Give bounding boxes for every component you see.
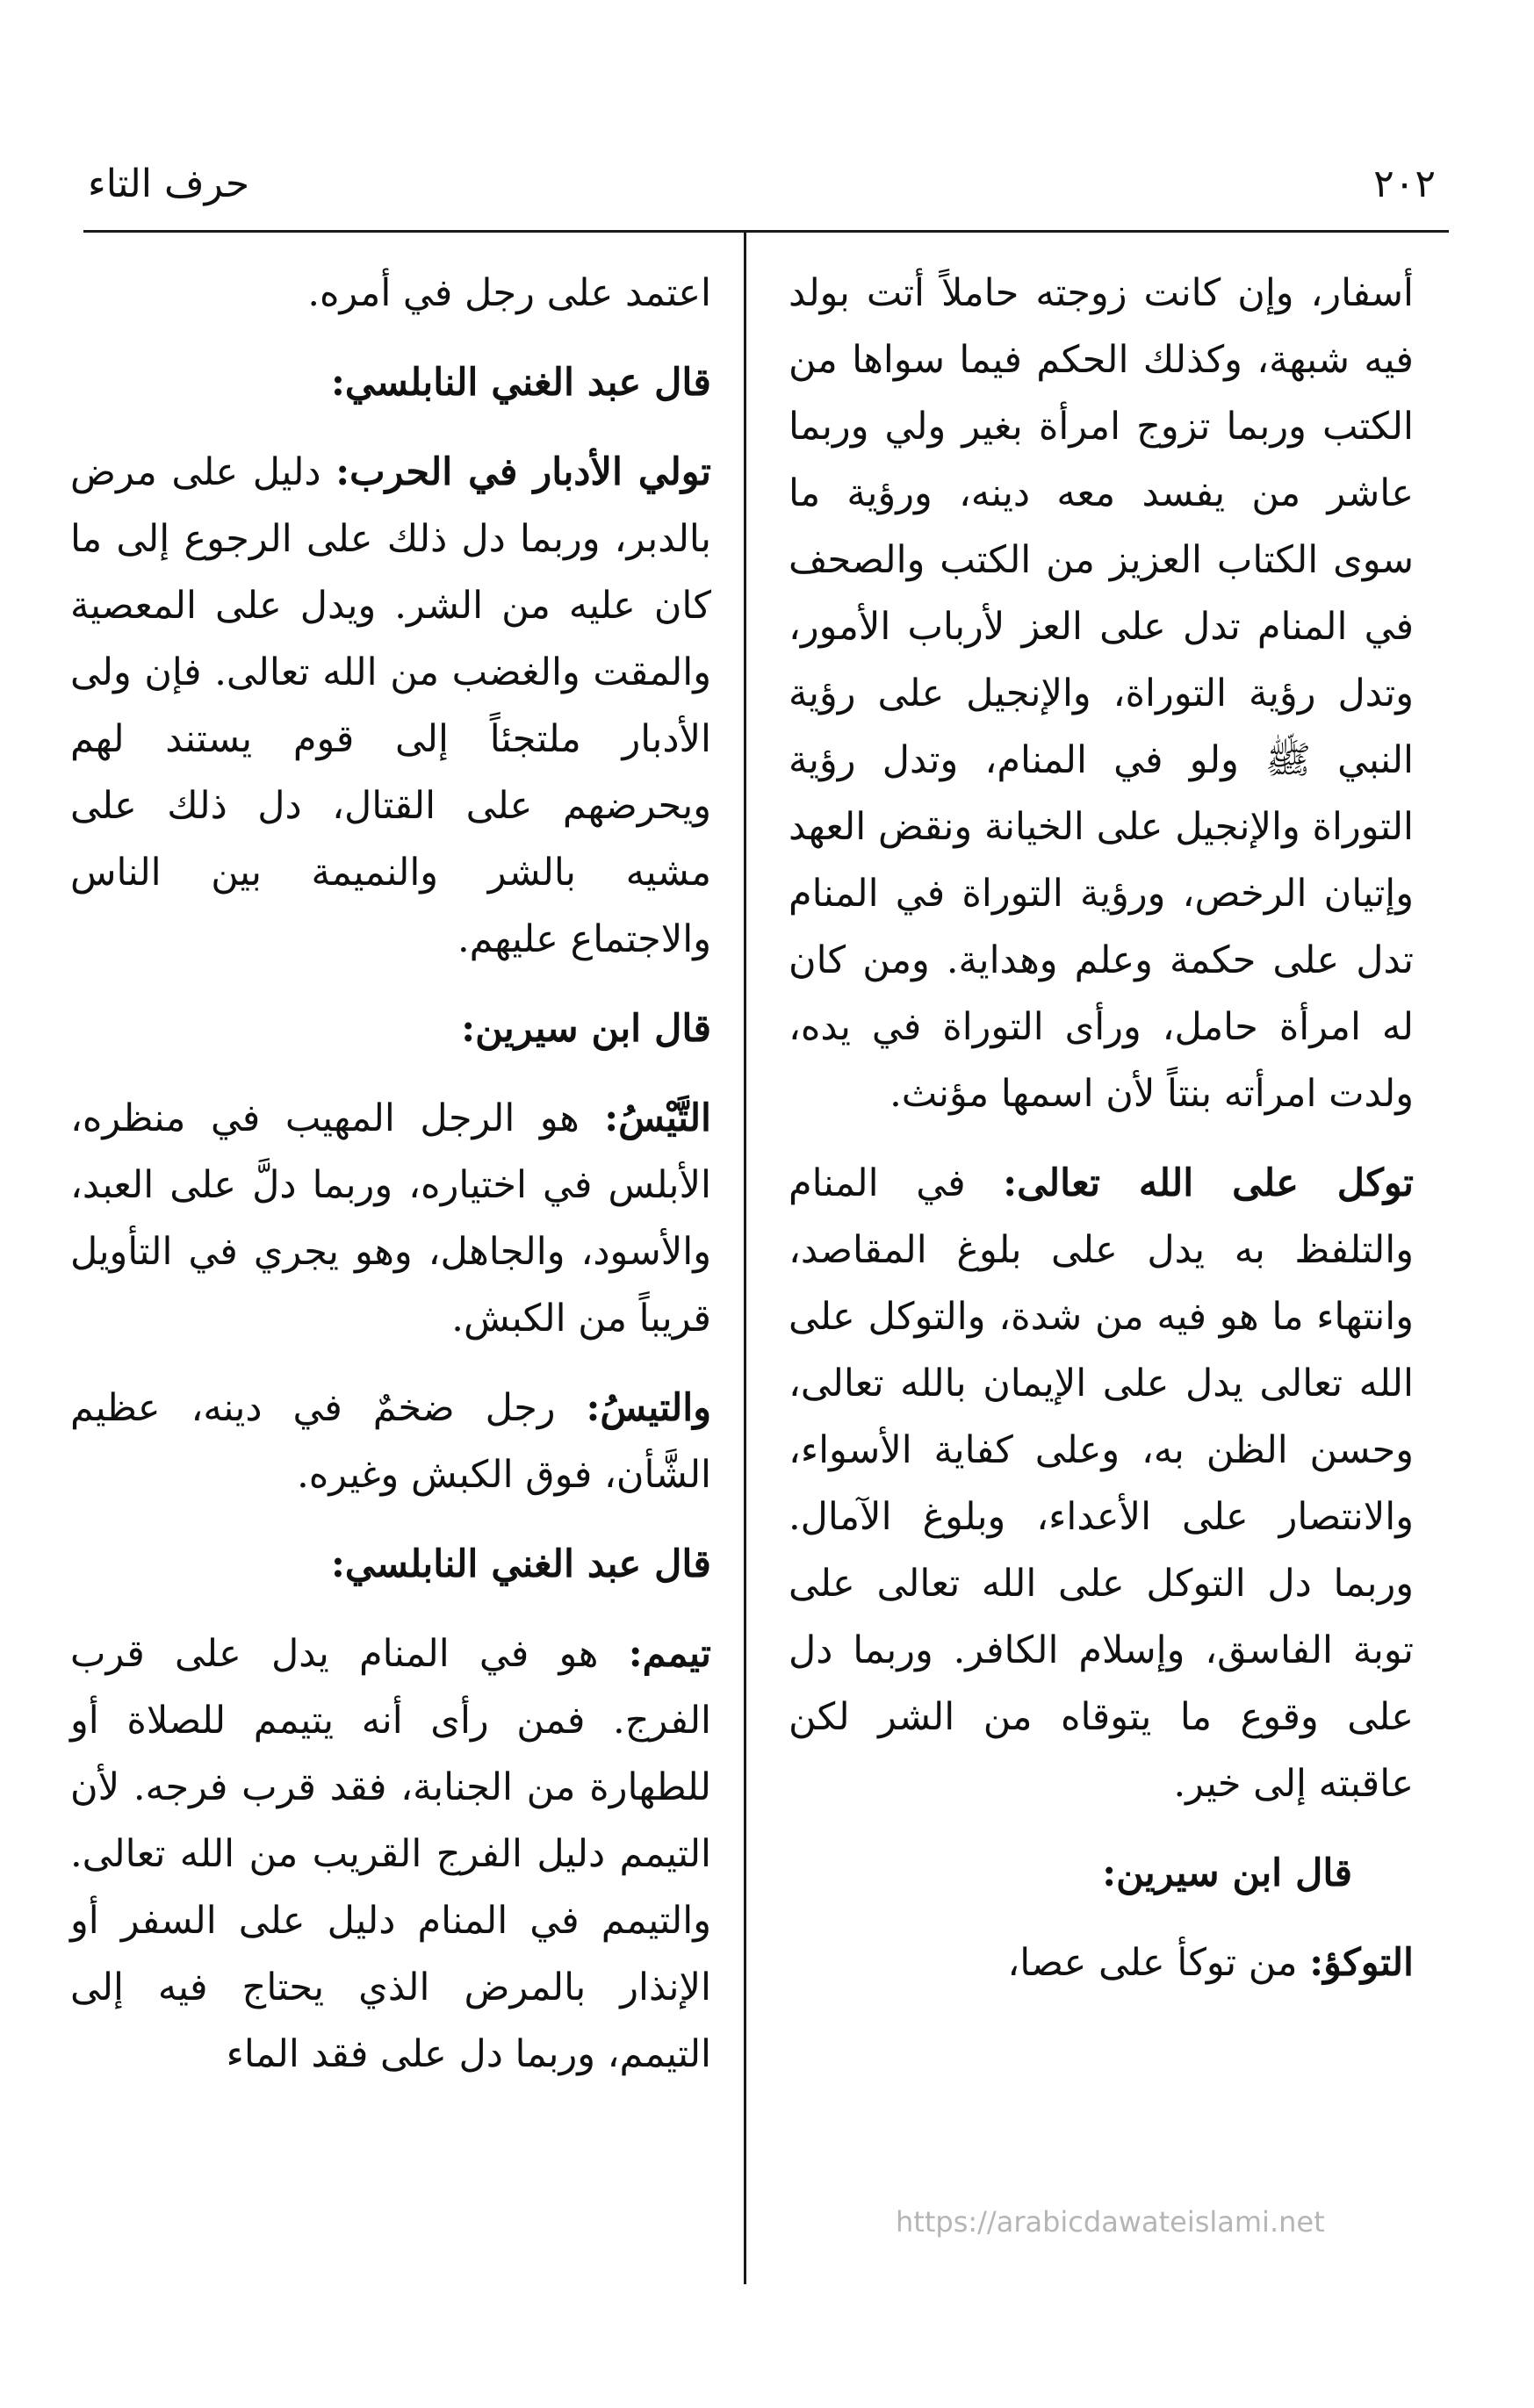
left-column xyxy=(70,260,711,2110)
right-column xyxy=(789,260,1414,2019)
header-divider xyxy=(83,230,1449,233)
entry-term: والتيسُ: xyxy=(586,1386,711,1430)
entry-term: تولي الأدبار في الحرب: xyxy=(335,450,711,494)
entry-tays-2 xyxy=(70,1375,711,1508)
entry-text: دليل على مرض بالدبر، وربما دل ذلك على الرجوع إلى ما كان عليه من الشر. ويدل على المعصية والمقت والغضب من الله تعالى. فإن ولى الأدبار ملتجئاً إلى قوم يستند لهم ويحرضهم على القتال، دل ذلك على مشيه بالشر والنميمة بين الناس والاجتماع عليهم. xyxy=(70,450,711,961)
entry-term: تيمم: xyxy=(628,1632,711,1676)
page-number: ٢٠٢ xyxy=(1373,162,1436,206)
entry-term: التَّيْسُ: xyxy=(604,1096,711,1140)
section-heading: قال ابن سيرين: xyxy=(461,1007,711,1051)
entry-text: هو في المنام يدل على قرب الفرج. فمن رأى أنه يتيمم للصلاة أو للطهارة من الجنابة، فقد قرب فرجه. لأن التيمم دليل الفرج القريب من الله تعالى. والتيمم في المنام دليل على السفر أو الإنذار بالمرض الذي يحتاج فيه إلى التيمم، وربما دل على فقد الماء xyxy=(70,1632,711,2076)
entry-tawakku xyxy=(789,1930,1414,1996)
paragraph: أسفار، وإن كانت زوجته حاملاً أتت بولد فيه شبهة، وكذلك الحكم فيما سواها من الكتب وربما تزوج امرأة بغير ولي وربما عاشر من يفسد معه دينه، ورؤية ما سوى الكتاب العزيز من الكتب والصحف في المنام تدل على العز لأرباب الأمور، وتدل رؤية التوراة، والإنجيل على رؤية النبي ﷺ ولو في المنام، وتدل رؤية التوراة والإنجيل على الخيانة ونقض العهد وإتيان الرخص، ورؤية التوراة في المنام تدل على حكمة وعلم وهداية. ومن كان له امرأة حامل، ورأى التوراة في يده، ولدت امرأته بنتاً لأن اسمها مؤنث. xyxy=(789,271,1414,1116)
chapter-title: حرف التاء xyxy=(88,162,250,206)
entry-tawalli xyxy=(70,439,711,973)
paragraph: اعتمد على رجل في أمره. xyxy=(307,271,711,315)
entry-text: في المنام والتلفظ به يدل على بلوغ المقاصد، وانتهاء ما هو فيه من شدة، والتوكل على الله تعالى يدل على الإيمان بالله تعالى، وحسن الظن به، وعلى كفاية الأسواء، والانتصار على الأعداء، وبلوغ الآمال. وربما دل التوكل على الله تعالى على توبة الفاسق، وإسلام الكافر. وربما دل على وقوع ما يتوقاه من الشر لكن عاقبته إلى خير. xyxy=(789,1161,1414,1806)
entry-text: من توكأ على عصا، xyxy=(1007,1941,1310,1985)
entry-term: توكل على الله تعالى: xyxy=(1003,1161,1415,1205)
entry-tawakkul xyxy=(789,1150,1414,1817)
section-heading: قال عبد الغني النابلسي: xyxy=(330,1542,711,1586)
section-heading: قال ابن سيرين: xyxy=(1102,1851,1352,1895)
entry-text: رجل ضخمٌ في دينه، عظيم الشَّأن، فوق الكبش وغيره. xyxy=(70,1386,711,1497)
entry-tays xyxy=(70,1085,711,1352)
entry-text: هو الرجل المهيب في منظره، الأبلس في اختياره، وربما دلَّ على العبد، والأسود، والجاهل، وهو يجري في التأويل قريباً من الكبش. xyxy=(70,1096,711,1341)
section-heading: قال عبد الغني النابلسي: xyxy=(330,361,711,405)
watermark-url: https://arabicdawateislami.net xyxy=(896,2205,1325,2239)
entry-term: التوكؤ: xyxy=(1309,1941,1414,1985)
column-divider xyxy=(744,230,746,2284)
entry-tayammum xyxy=(70,1621,711,2088)
